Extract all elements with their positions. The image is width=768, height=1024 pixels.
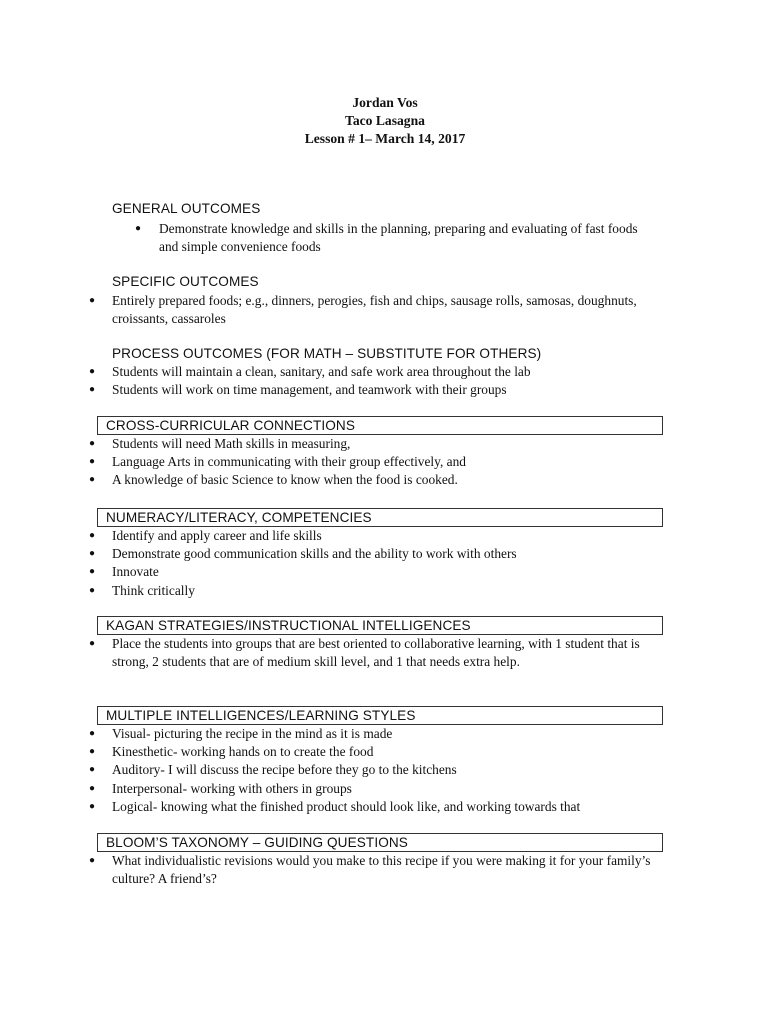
list-item-text: Auditory- I will discuss the recipe before they go to the kitchens (112, 762, 457, 778)
bullet-icon: ● (89, 438, 96, 449)
list-item (89, 743, 659, 761)
list-item (89, 381, 659, 399)
bullet-icon: ● (89, 728, 96, 739)
list-item (89, 453, 659, 471)
blooms-heading: BLOOM’S TAXONOMY – GUIDING QUESTIONS (97, 833, 663, 852)
process-outcomes-heading: PROCESS OUTCOMES (FOR MATH – SUBSTITUTE FOR OTHERS) (112, 346, 542, 361)
cross-curricular-heading: CROSS-CURRICULAR CONNECTIONS (97, 416, 663, 435)
multiple-intelligences-heading: MULTIPLE INTELLIGENCES/LEARNING STYLES (97, 706, 663, 725)
general-outcomes-list (135, 220, 645, 256)
list-item-text: Place the students into groups that are best oriented to collaborative learning, with 1 student that is strong, 2 students that are of medium skill level, and 1 that needs extra help. (112, 636, 640, 670)
list-item-text: Identify and apply career and life skills (112, 528, 322, 543)
bullet-icon: ● (89, 530, 96, 541)
list-item (89, 635, 659, 671)
bullet-icon: ● (135, 223, 142, 234)
list-item (89, 582, 659, 600)
document-header (0, 94, 768, 148)
recipe-title: Taco Lasagna (345, 113, 425, 128)
bullet-icon: ● (89, 782, 96, 794)
multiple-intelligences-list (89, 725, 659, 816)
specific-outcomes-list (89, 292, 659, 328)
list-item-text: Language Arts in communicating with their group effectively, and (112, 454, 467, 470)
numeracy-heading: NUMERACY/LITERACY, COMPETENCIES (97, 508, 663, 527)
list-item-text: Interpersonal- working with others in groups (112, 780, 352, 796)
list-item-text: Students will maintain a clean, sanitary, and safe work area throughout the lab (112, 364, 531, 379)
list-item (89, 545, 659, 563)
list-item (89, 292, 659, 328)
list-item (89, 471, 659, 489)
bullet-icon: ● (89, 384, 96, 396)
bullet-icon: ● (89, 474, 96, 486)
kagan-heading: KAGAN STRATEGIES/INSTRUCTIONAL INTELLIGENCES (97, 616, 663, 635)
list-item-text: Innovate (112, 564, 159, 580)
list-item (89, 852, 659, 888)
list-item-text: Think critically (112, 582, 195, 598)
blooms-list (89, 852, 659, 888)
list-item (89, 761, 659, 779)
list-item-text: Demonstrate good communication skills and the ability to work with others (112, 546, 517, 562)
lesson-line: Lesson # 1– March 14, 2017 (304, 131, 466, 146)
list-item (89, 780, 659, 798)
bullet-icon: ● (89, 366, 96, 377)
list-item (89, 563, 659, 581)
list-item-text: Logical- knowing what the finished product should look like, and working towards that (112, 798, 581, 814)
general-outcomes-heading: GENERAL OUTCOMES (112, 201, 261, 216)
list-item-text: Demonstrate knowledge and skills in the planning, preparing and evaluating of fast foods and simple convenience foods (159, 221, 638, 255)
list-item-text: A knowledge of basic Science to know when the food is cooked. (112, 472, 458, 488)
bullet-icon: ● (89, 855, 96, 866)
bullet-icon: ● (89, 456, 96, 468)
list-item (89, 725, 659, 743)
bullet-icon: ● (89, 800, 96, 812)
process-outcomes-list (89, 363, 659, 399)
list-item-text: Entirely prepared foods; e.g., dinners, perogies, fish and chips, sausage rolls, samosas, doughnuts, croissants, cassaroles (112, 293, 637, 327)
list-item-text: What individualistic revisions would you make to this recipe if you were making it for your family’s culture? A friend’s? (112, 853, 651, 887)
list-item-text: Students will need Math skills in measuring, (112, 436, 351, 451)
bullet-icon: ● (89, 584, 96, 596)
list-item (89, 363, 659, 381)
bullet-icon: ● (89, 638, 96, 649)
cross-curricular-list (89, 435, 659, 490)
list-item (135, 220, 645, 256)
list-item-text: Students will work on time management, and teamwork with their groups (112, 382, 507, 398)
numeracy-list (89, 527, 659, 600)
bullet-icon: ● (89, 295, 96, 306)
bullet-icon: ● (89, 566, 96, 578)
bullet-icon: ● (89, 764, 96, 776)
author-name: Jordan Vos (352, 95, 418, 110)
list-item-text: Visual- picturing the recipe in the mind as it is made (112, 726, 393, 741)
bullet-icon: ● (89, 746, 96, 758)
list-item-text: Kinesthetic- working hands on to create the food (112, 744, 374, 760)
list-item (89, 798, 659, 816)
kagan-list (89, 635, 659, 671)
specific-outcomes-heading: SPECIFIC OUTCOMES (112, 274, 259, 289)
bullet-icon: ● (89, 548, 96, 560)
list-item (89, 527, 659, 545)
list-item (89, 435, 659, 453)
